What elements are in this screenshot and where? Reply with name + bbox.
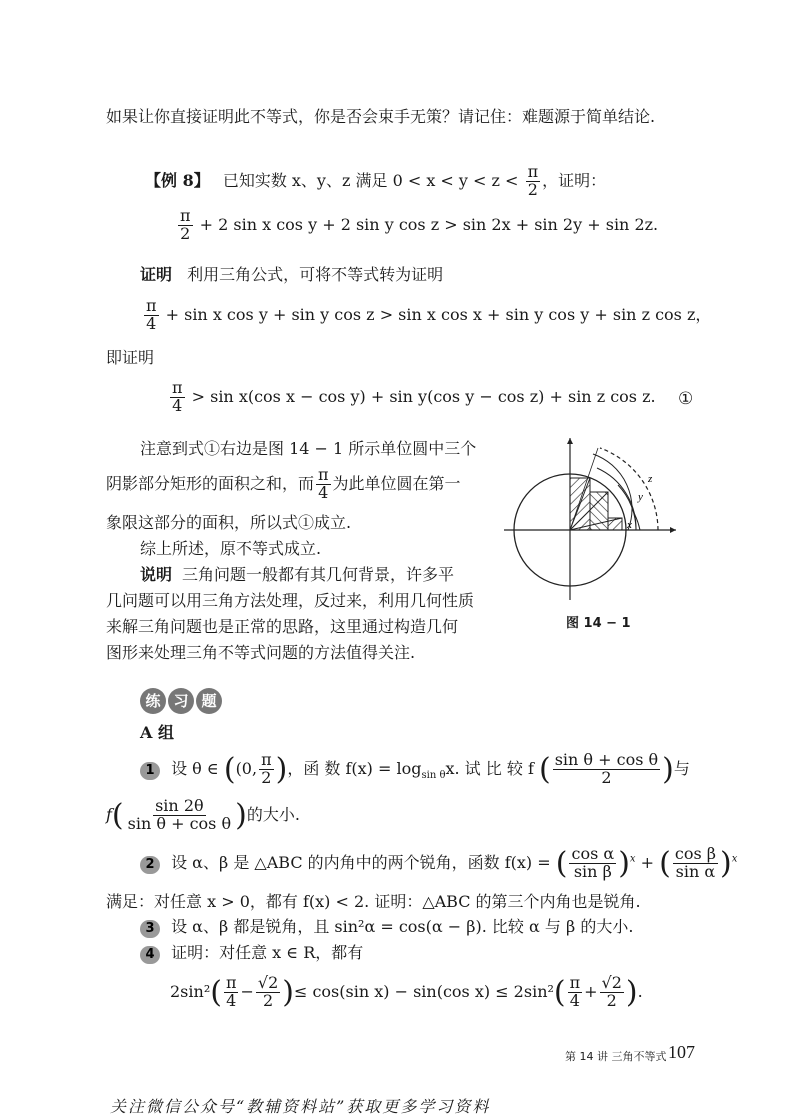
example-inequality: $\frac{\pi}{2}$ + 2 sin x cos y + 2 sin y cos z > sin 2x + sin 2y + sin 2z. xyxy=(180,206,659,243)
question-1-number: 1 xyxy=(140,762,160,780)
pi-over-4-b: $\frac{\pi}{4}$ xyxy=(172,378,183,415)
question-1-line2: f( $\frac{\sin 2\theta}{\text{sin θ + cos θ}}$ )的大小. xyxy=(106,796,300,833)
page-number: 107 xyxy=(668,1042,695,1062)
question-2-number: 2 xyxy=(140,856,160,874)
pi-over-4-c: $\frac{\pi}{4}$ xyxy=(318,465,329,502)
notice-line2: 阴影部分矩形的面积之和，而 $\frac{\pi}{4}$ 为此单位圆在第一 xyxy=(106,465,461,502)
group-label: A 组 xyxy=(140,723,174,742)
notice-line1: 注意到式①右边是图 14 − 1 所示单位圆中三个 xyxy=(140,439,477,458)
question-2: 2 设 α、β 是 △ABC 的内角中的两个锐角，函数 f(x) = ( $\frac{\text{cos α}}{\text{sin β}}$ )$^x$ + ( $\frac{\text{cos β}}{\text{sin α}}$ )$^x$ xyxy=(140,846,737,881)
label-y: y xyxy=(638,491,643,503)
figure-caption: 图 14 − 1 xyxy=(566,616,631,631)
remark-line3: 来解三角问题也是正常的思路，这里通过构造几何 xyxy=(106,617,459,636)
example-tail: ，证明： xyxy=(542,170,607,190)
pi-over-2: $\frac{\pi}{2}$ xyxy=(527,162,539,199)
label-x: x xyxy=(627,519,632,531)
watermark-text: 关注微信公众号“教辅资料站”获取更多学习资料 xyxy=(110,1097,491,1116)
intro-line: 如果让你直接证明此不等式，你是否会束手无策？请记住：难题源于简单结论. xyxy=(106,107,656,126)
equation-tag: ① xyxy=(678,389,694,409)
heading-char-2: 习 xyxy=(168,688,194,714)
proof-eq1: $\frac{\pi}{4}$ + sin x cos y + sin y cos z > sin x cos x + sin y cos y + sin z cos z， xyxy=(146,296,712,333)
notice-line4: 综上所述，原不等式成立. xyxy=(140,539,322,558)
arc-x xyxy=(634,513,640,530)
y-axis-arrow xyxy=(567,438,573,444)
x-axis-arrow xyxy=(670,527,676,533)
pi-over-2-b: $\frac{\pi}{2}$ xyxy=(180,206,191,243)
question-1: 1 设 θ ∈ ((0, $\frac{\pi}{2}$ )，函 数 $f(x) = \log_{sin \theta}x$. 试 比 较 f ( $\frac{\text{sin θ + cos θ}}{2}$ )与 xyxy=(140,752,690,787)
pi-over-4: $\frac{\pi}{4}$ xyxy=(146,296,157,333)
remark-label: 说明 xyxy=(140,565,173,584)
question-4-number: 4 xyxy=(140,946,160,964)
question-3: 3 设 α、β 都是锐角，且 sin²α = cos(α − β). 比较 α 与 β 的大小. xyxy=(140,914,633,938)
question-4: 4 证明：对任意 x ∈ R，都有 xyxy=(140,940,363,964)
question-3-number: 3 xyxy=(140,920,160,938)
remark-line4: 图形来处理三角不等式问题的方法值得关注. xyxy=(106,643,416,662)
proof-eq2: $\frac{\pi}{4}$ > sin x(cos x − cos y) + sin y(cos y − cos z) + sin z cos z. xyxy=(172,378,656,415)
proof-label: 证明 xyxy=(140,265,173,284)
remark-line1: 说明 三角问题一般都有其几何背景，许多平 xyxy=(140,565,455,584)
question-4-inequality: 2sin²( $\frac{\pi}{4}$ − $\frac{√2}{2}$ )≤ cos(sin x) − sin(cos x) ≤ 2sin²( $\frac{\pi}{4}$ + $\frac{√2}{2}$ ). xyxy=(170,973,643,1010)
example-statement xyxy=(145,164,606,199)
proof-line: 证明 利用三角公式，可将不等式转为证明 xyxy=(140,265,444,284)
remark-line2: 几问题可以用三角方法处理，反过来，利用几何性质 xyxy=(106,591,475,610)
question-2-line2: 满足：对任意 x > 0，都有 f(x) < 2. 证明：△ABC 的第三个内角也是锐角. xyxy=(106,892,641,911)
heading-char-1: 练 xyxy=(140,688,166,714)
example-text: 已知实数 x、y、z 满足 0 < x < y < z < xyxy=(222,170,519,190)
example-label: 【例 8】 xyxy=(145,170,210,190)
label-z: z xyxy=(648,473,653,485)
unit-circle-figure xyxy=(500,430,680,610)
lecture-footer: 第 14 讲 三角不等式 xyxy=(565,1050,667,1063)
exercise-heading xyxy=(140,688,224,714)
notice-line3: 象限这部分的面积，所以式①成立. xyxy=(106,513,352,532)
heading-char-3: 题 xyxy=(196,688,222,714)
ie-line: 即证明 xyxy=(106,348,155,367)
